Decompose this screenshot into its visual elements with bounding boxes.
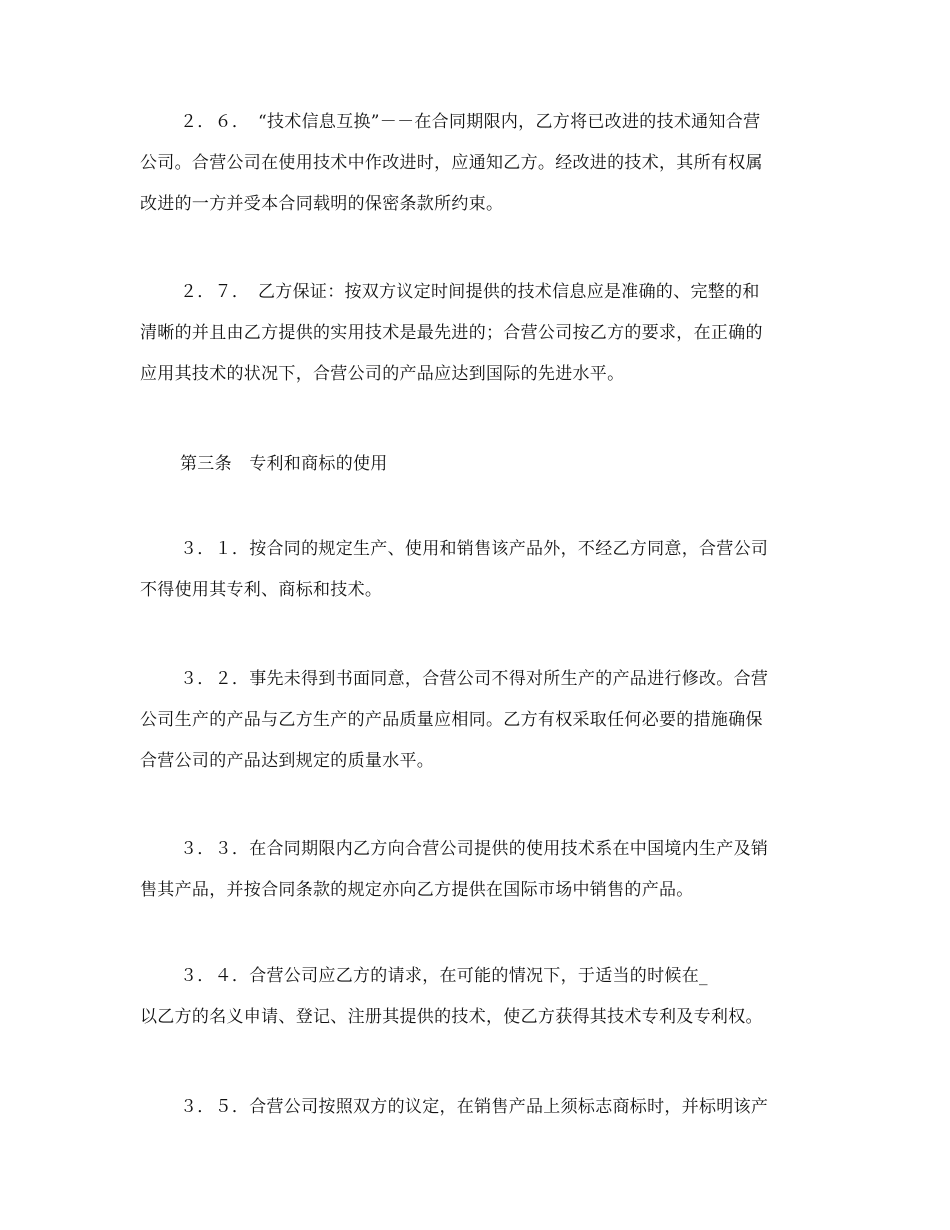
heading-line: 第三条 专利和商标的使用 [180, 454, 388, 474]
clause-3-2 [140, 659, 820, 782]
text-line: 不得使用其专利、商标和技术。 [140, 580, 383, 600]
text-line: ３．２．事先未得到书面同意，合营公司不得对所生产的产品进行修改。合营 [180, 669, 769, 689]
text-line: ３．５．合营公司按照双方的议定，在销售产品上须标志商标时，并标明该产 [180, 1097, 769, 1117]
text-line: 应用其技术的状况下，合营公司的产品应达到国际的先进水平。 [140, 364, 625, 384]
text-line: 合营公司的产品达到规定的质量水平。 [140, 751, 435, 771]
text-line: ２．７． 乙方保证：按双方议定时间提供的技术信息应是准确的、完整的和 [180, 282, 760, 302]
text-line: ３．４．合营公司应乙方的请求，在可能的情况下，于适当的时候在_ [180, 966, 708, 986]
text-line: ２．６． “技术信息互换”－－在合同期限内，乙方将已改进的技术通知合营 [180, 112, 761, 132]
clause-3-3 [140, 829, 820, 911]
clause-2-7 [140, 272, 820, 395]
text-line: 公司。合营公司在使用技术中作改进时，应通知乙方。经改进的技术，其所有权属 [140, 153, 763, 173]
clause-3-5 [140, 1087, 820, 1128]
clause-2-6 [140, 102, 820, 225]
text-line: ３．３．在合同期限内乙方向合营公司提供的使用技术系在中国境内生产及销 [180, 839, 769, 859]
text-line: 公司生产的产品与乙方生产的产品质量应相同。乙方有权采取任何必要的措施确保 [140, 710, 763, 730]
text-line: 售其产品，并按合同条款的规定亦向乙方提供在国际市场中销售的产品。 [140, 880, 694, 900]
text-line: ３．１．按合同的规定生产、使用和销售该产品外，不经乙方同意，合营公司 [180, 539, 769, 559]
article-3-heading [140, 444, 820, 485]
text-line: 以乙方的名义申请、登记、注册其提供的技术，使乙方获得其技术专利及专利权。 [140, 1007, 763, 1027]
text-line: 改进的一方并受本合同载明的保密条款所约束。 [140, 194, 504, 214]
clause-3-1 [140, 529, 820, 611]
text-line: 清晰的并且由乙方提供的实用技术是最先进的；合营公司按乙方的要求，在正确的 [140, 323, 763, 343]
clause-3-4 [140, 956, 820, 1038]
